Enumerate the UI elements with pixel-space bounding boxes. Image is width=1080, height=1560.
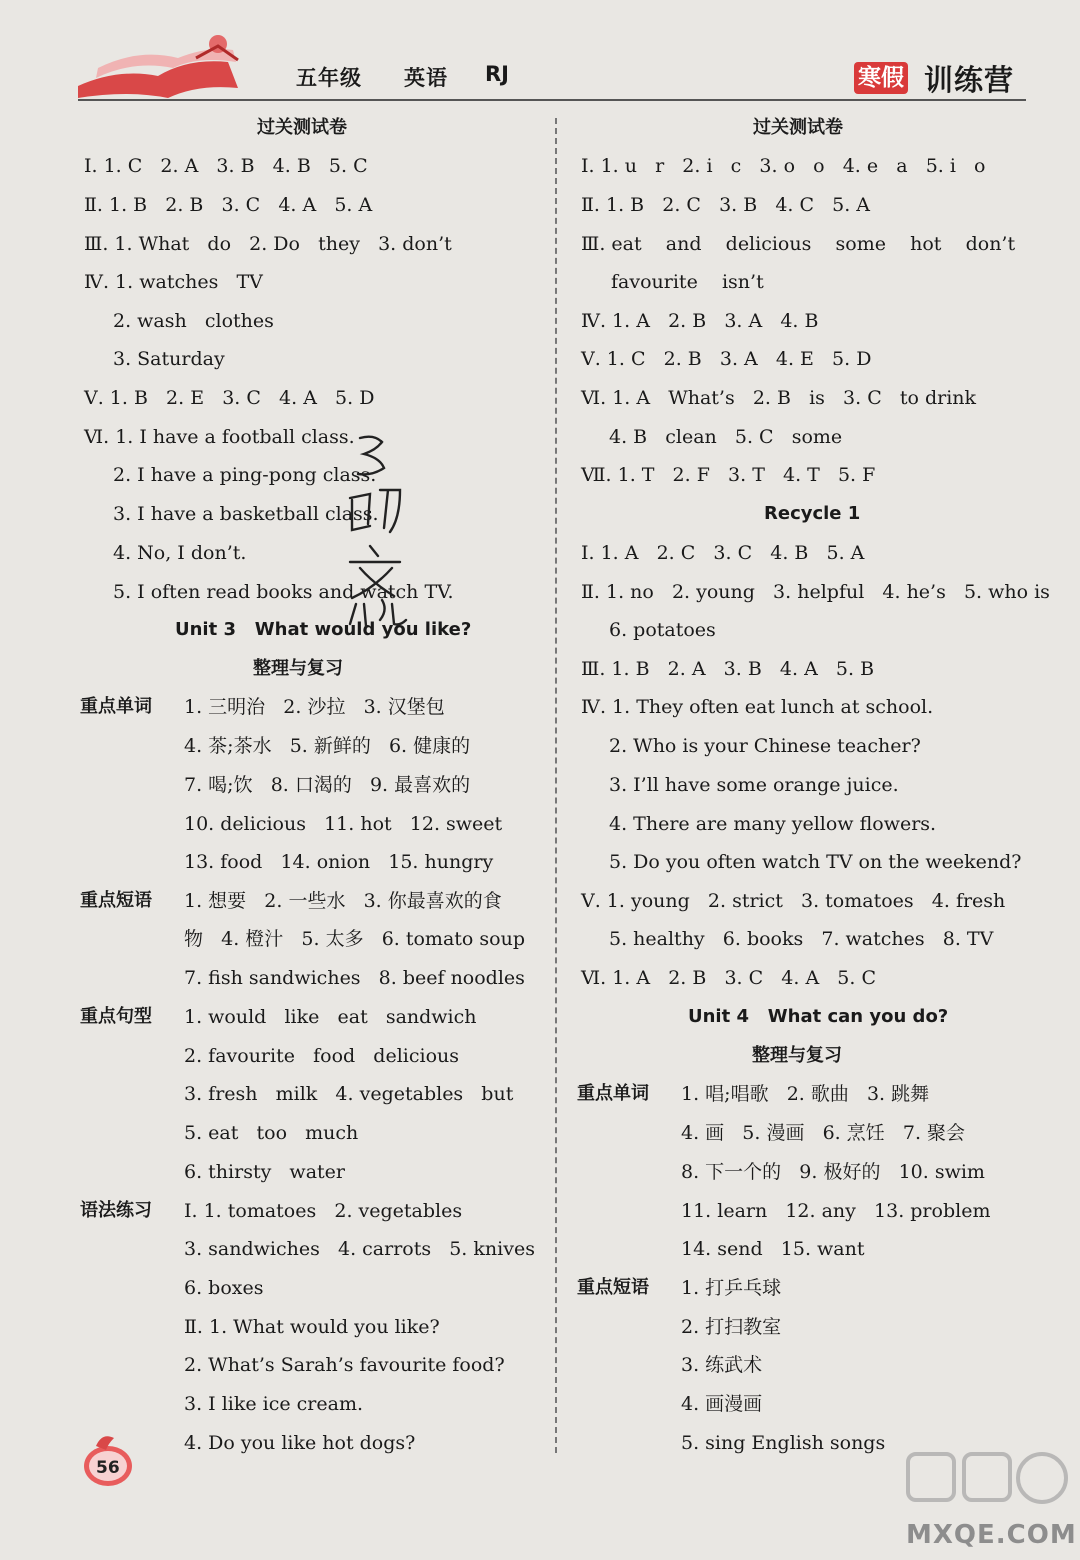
answer-line: 3. 练武术 bbox=[681, 1354, 763, 1376]
answer-line: 3. I’ll have some orange juice. bbox=[609, 774, 899, 796]
answer-line: Ⅱ. 1. B 2. B 3. C 4. A 5. A bbox=[84, 194, 373, 216]
answer-line: Ⅵ. 1. A What’s 2. B is 3. C to drink bbox=[581, 387, 977, 409]
answer-line: Ⅰ. 1. tomatoes 2. vegetables bbox=[184, 1200, 463, 1222]
answer-line: Ⅵ. 1. I have a football class. bbox=[84, 426, 355, 448]
section-heading: 整理与复习 bbox=[752, 1045, 842, 1066]
answer-line: Ⅵ. 1. A 2. B 3. C 4. A 5. C bbox=[581, 967, 876, 989]
answer-line: 6. thirsty water bbox=[184, 1161, 345, 1183]
edition-label: RJ bbox=[485, 62, 509, 86]
answer-line: 6. potatoes bbox=[609, 619, 716, 641]
answer-line: 2. I have a ping-pong class. bbox=[113, 464, 377, 486]
answer-line: 11. learn 12. any 13. problem bbox=[681, 1200, 991, 1222]
answer-line: Ⅱ. 1. B 2. C 3. B 4. C 5. A bbox=[581, 194, 871, 216]
answer-line: Ⅲ. eat and delicious some hot don’t bbox=[581, 233, 1016, 255]
subject-label: 英语 bbox=[404, 66, 448, 90]
answer-line: Ⅰ. 1. C 2. A 3. B 4. B 5. C bbox=[84, 155, 368, 177]
book-logo-icon bbox=[78, 28, 248, 100]
answer-line: Ⅰ. 1. A 2. C 3. C 4. B 5. A bbox=[581, 542, 865, 564]
category-label: 语法练习 bbox=[80, 1200, 152, 1221]
answer-line: 1. 想要 2. 一些水 3. 你最喜欢的食 bbox=[184, 890, 502, 912]
answer-line: Ⅳ. 1. watches TV bbox=[84, 271, 263, 293]
answer-line: 1. 三明治 2. 沙拉 3. 汉堡包 bbox=[184, 696, 445, 718]
answer-line: 4. There are many yellow flowers. bbox=[609, 813, 937, 835]
category-label: 重点单词 bbox=[80, 696, 152, 717]
answer-line: Ⅴ. 1. young 2. strict 3. tomatoes 4. fresh bbox=[581, 890, 1006, 912]
answer-line: 8. 下一个的 9. 极好的 10. swim bbox=[681, 1161, 985, 1183]
answer-line: 13. food 14. onion 15. hungry bbox=[184, 851, 494, 873]
answer-line: 1. 唱;唱歌 2. 歌曲 3. 跳舞 bbox=[681, 1083, 930, 1105]
answer-line: 7. 喝;饮 8. 口渴的 9. 最喜欢的 bbox=[184, 774, 471, 796]
watermark-text: MXQE.COM bbox=[906, 1520, 1077, 1550]
answer-line: 4. No, I don’t. bbox=[113, 542, 247, 564]
section-heading: 过关测试卷 bbox=[753, 117, 843, 138]
answer-line: 6. boxes bbox=[184, 1277, 264, 1299]
answer-line: Ⅶ. 1. T 2. F 3. T 4. T 5. F bbox=[581, 464, 876, 486]
brand-name: 训练营 bbox=[924, 63, 1015, 97]
category-label: 重点短语 bbox=[577, 1277, 649, 1298]
answer-line: 7. fish sandwiches 8. beef noodles bbox=[184, 967, 525, 989]
brand-tag: 寒假 bbox=[854, 62, 908, 94]
answer-line: 4. B clean 5. C some bbox=[609, 426, 843, 448]
answer-line: Ⅰ. 1. u r 2. i c 3. o o 4. e a 5. i o bbox=[581, 155, 986, 177]
answer-line: 2. What’s Sarah’s favourite food? bbox=[184, 1354, 505, 1376]
section-heading: 整理与复习 bbox=[253, 658, 343, 679]
unit-heading: Unit 3 What would you like? bbox=[175, 619, 472, 640]
answer-line: 2. Who is your Chinese teacher? bbox=[609, 735, 921, 757]
answer-line: 4. 画 5. 漫画 6. 烹饪 7. 聚会 bbox=[681, 1122, 966, 1144]
answer-line: Ⅴ. 1. C 2. B 3. A 4. E 5. D bbox=[581, 348, 872, 370]
category-label: 重点句型 bbox=[80, 1006, 152, 1027]
grade-label: 五年级 bbox=[296, 66, 362, 90]
answer-line: 2. wash clothes bbox=[113, 310, 274, 332]
answer-line: 5. I often read books and watch TV. bbox=[113, 581, 454, 603]
category-label: 重点单词 bbox=[577, 1083, 649, 1104]
page-number: 56 bbox=[96, 1458, 120, 1478]
answer-line: 14. send 15. want bbox=[681, 1238, 865, 1260]
answer-line: Ⅱ. 1. no 2. young 3. helpful 4. he’s 5. who is bbox=[581, 581, 1050, 603]
answer-line: Ⅳ. 1. A 2. B 3. A 4. B bbox=[581, 310, 819, 332]
answer-line: 2. favourite food delicious bbox=[184, 1045, 459, 1067]
answer-line: 5. Do you often watch TV on the weekend? bbox=[609, 851, 1022, 873]
answer-line: 3. Saturday bbox=[113, 348, 225, 370]
answer-line: favourite isn’t bbox=[611, 271, 764, 293]
handwritten-signature bbox=[330, 428, 420, 628]
answer-line: 10. delicious 11. hot 12. sweet bbox=[184, 813, 503, 835]
answer-line: 1. would like eat sandwich bbox=[184, 1006, 477, 1028]
answer-line: Ⅳ. 1. They often eat lunch at school. bbox=[581, 696, 934, 718]
category-label: 重点短语 bbox=[80, 890, 152, 911]
answer-line: Ⅲ. 1. B 2. A 3. B 4. A 5. B bbox=[581, 658, 875, 680]
answer-line: 4. 画漫画 bbox=[681, 1393, 763, 1415]
unit-heading: Unit 4 What can you do? bbox=[688, 1006, 949, 1027]
answer-line: 2. 打扫教室 bbox=[681, 1316, 782, 1338]
section-heading: Recycle 1 bbox=[764, 503, 861, 524]
answer-line: 3. fresh milk 4. vegetables but bbox=[184, 1083, 514, 1105]
answer-line: 4. 茶;茶水 5. 新鲜的 6. 健康的 bbox=[184, 735, 471, 757]
column-divider bbox=[555, 118, 557, 1453]
page-header bbox=[0, 0, 1080, 105]
answer-line: 3. I have a basketball class. bbox=[113, 503, 379, 525]
answer-line: 4. Do you like hot dogs? bbox=[184, 1432, 416, 1454]
answer-line: Ⅴ. 1. B 2. E 3. C 4. A 5. D bbox=[84, 387, 375, 409]
answer-line: 物 4. 橙汁 5. 太多 6. tomato soup bbox=[184, 928, 525, 950]
answer-line: 5. eat too much bbox=[184, 1122, 359, 1144]
header-divider bbox=[78, 99, 1026, 101]
answer-line: 3. sandwiches 4. carrots 5. knives bbox=[184, 1238, 535, 1260]
answer-line: 5. healthy 6. books 7. watches 8. TV bbox=[609, 928, 994, 950]
answer-line: Ⅲ. 1. What do 2. Do they 3. don’t bbox=[84, 233, 452, 255]
answer-line: 3. I like ice cream. bbox=[184, 1393, 364, 1415]
answer-line: 1. 打乒乓球 bbox=[681, 1277, 782, 1299]
answer-line: 5. sing English songs bbox=[681, 1432, 886, 1454]
section-heading: 过关测试卷 bbox=[257, 117, 347, 138]
answer-line: Ⅱ. 1. What would you like? bbox=[184, 1316, 440, 1338]
